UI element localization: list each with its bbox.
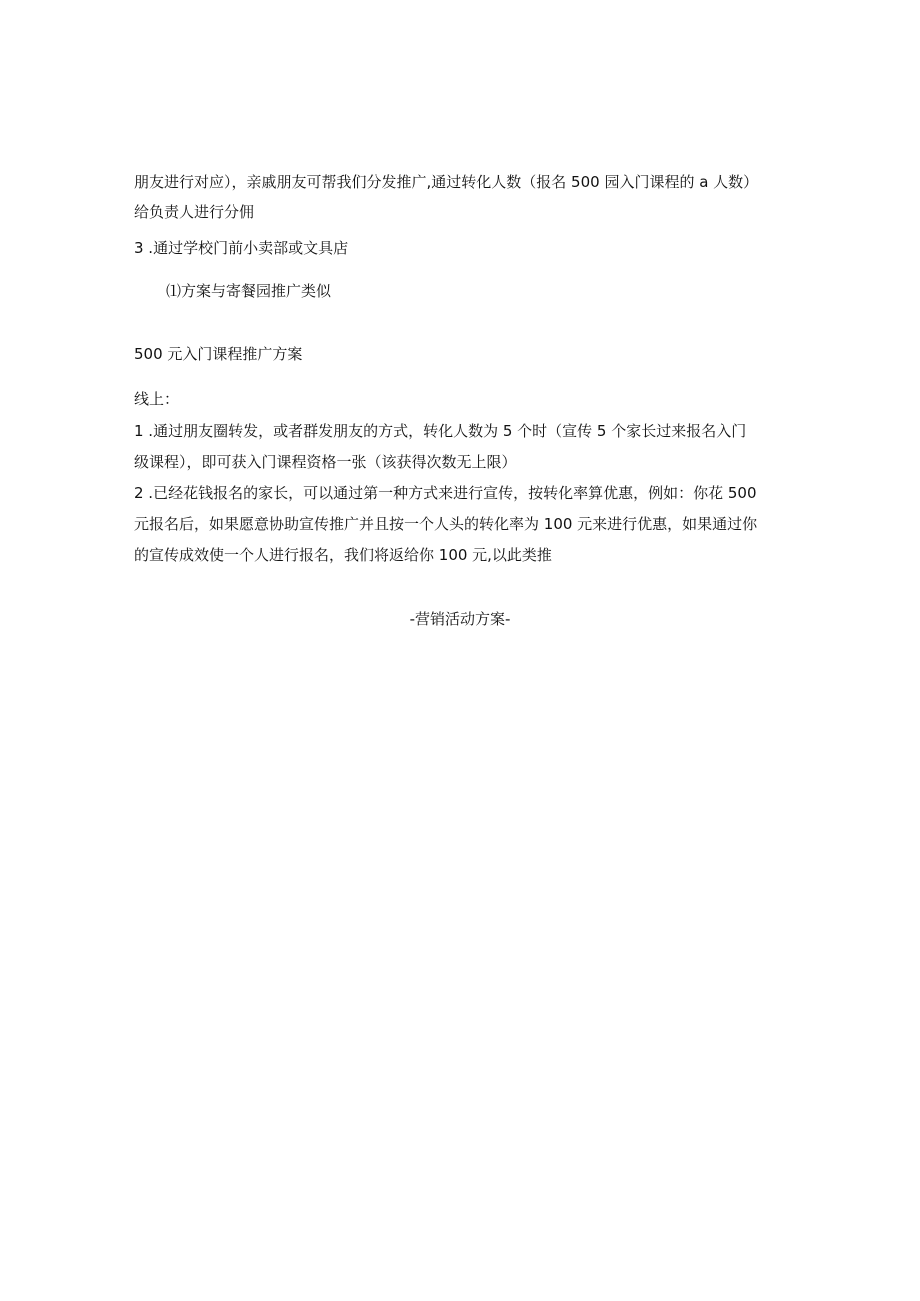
paragraph-line: 给负责人进行分佣	[134, 203, 255, 221]
list-item-2-line: 2 .已经花钱报名的家长，可以通过第一种方式来进行宣传，按转化率算优惠，例如：你花 500	[134, 484, 757, 502]
list-item-2-line: 元报名后，如果愿意协助宣传推广并且按一个人头的转化率为 100 元来进行优惠，如果通过你	[134, 515, 758, 533]
list-item-1-line: 级课程），即可获入门课程资格一张（该获得次数无上限）	[134, 453, 517, 471]
page-footer: -营销活动方案-	[409, 610, 511, 628]
paragraph-line: 朋友进行对应），亲戚朋友可帮我们分发推广,通过转化人数（报名 500 园入门课程的 a 人数）	[134, 173, 759, 191]
list-item-1-line: 1 .通过朋友圈转发，或者群发朋友的方式，转化人数为 5 个时（宣传 5 个家长过来报名入门	[134, 422, 747, 440]
list-item-2-line: 的宣传成效使一个人进行报名，我们将返给你 100 元,以此类推	[134, 546, 552, 564]
online-label: 线上：	[134, 390, 180, 408]
sub-item: ⑴方案与寄餐园推广类似	[166, 282, 332, 300]
section-title: 500 元入门课程推广方案	[134, 345, 303, 363]
list-item-3: 3 .通过学校门前小卖部或文具店	[134, 239, 349, 257]
